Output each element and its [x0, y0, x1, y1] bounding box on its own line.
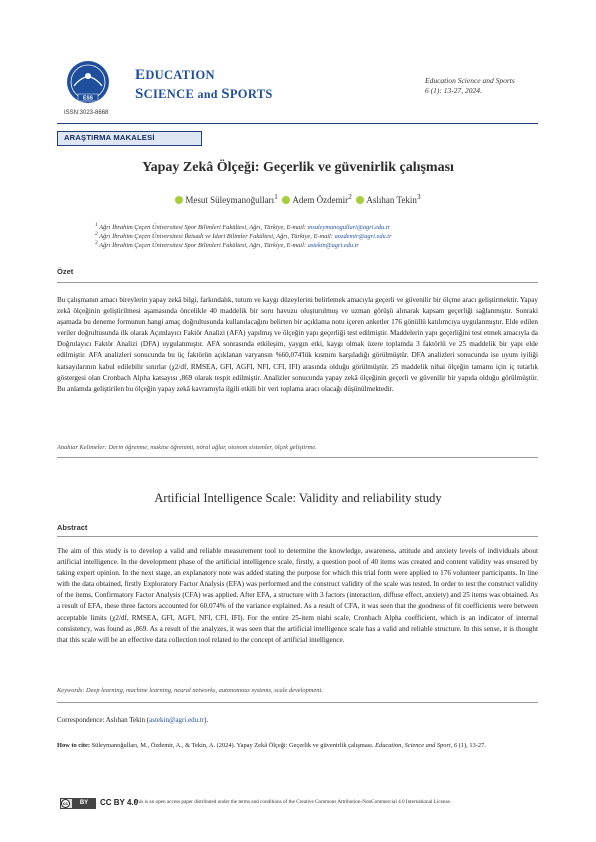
paper-title-tr: Yapay Zekâ Ölçeği: Geçerlik ve güvenirlik çalışması: [142, 160, 454, 175]
author[interactable]: Mesut Süleymanoğulları$^1$: [175, 195, 278, 205]
paper-title-en: Artificial Intelligence Scale: Validity and reliability study: [154, 491, 442, 505]
author[interactable]: Aslıhan Tekin$^3$: [356, 195, 420, 205]
journal-logo: [60, 58, 116, 108]
email-link[interactable]: msuleymanogullari@agri.edu.tr: [307, 224, 391, 232]
journal-name: EDUCATION SCIENCE and SPORTS: [135, 67, 273, 102]
abstract-text: The aim of this study is to develop a valid and reliable measurement tool to determine the knowledge, awareness, attitude and anxiety levels of individuals about artificial intelligence. In the development phase of the artificial intelligence scale, firstly, a question pool of 40 items was created and content validity was ensured by taking expert opinion. In the next stage, an explanatory note was added stating the purpose for which this trial form were applied to 176 volunteer participants. In line with the data obtained, firstly Exploratory Factor Analysis (EFA) was performed and the construct validity of the scale was tested. In order to test the construct validity of the items, Confirmatory Factor Analysis (CFA) was applied. After EFA, a structure with 3 factors (interaction, diffuse effect, anxiety) and 25 items was obtained. As a result of EFA, these three factors accounted for 60.074% of the variance explained. As a result of CFA, it was seen that the goodness of fit coefficients were between acceptable limits (χ2/df, RMSEA, GFI, AGFI, NFI, CFI, IFI). For the entire 25-item niahi scale, Cronbach Alpha coefficient, which is an indicator of internal consistency, was found as ,869. As a result of the analyzes, it was seen that the artificial intelligence scale has a valid and reliable structure. In this sense, it is thought that this scale will be an effective data collection tool related to the concept of artificial intelligence.: [57, 547, 538, 644]
journal-citation-info: Education Science and Sports 6 (1): 13-27, 2024.: [425, 76, 515, 95]
correspondence: Correspondence: Aslıhan Tekin (astekin@agri.edu.tr).: [57, 716, 209, 724]
divider: [57, 702, 538, 703]
logo-text: ESS: [82, 95, 94, 102]
ozet-heading: Özet: [57, 267, 74, 276]
email-link[interactable]: astekin@agri.edu.tr: [307, 242, 359, 250]
abstract-keywords: Keywords: Deep learning, machine learning, neural networks, autonomous systems, scale development.: [57, 687, 323, 694]
divider: [57, 282, 538, 283]
how-to-cite: How to cite: Süleymanoğulları, M., Özdemir, A., & Tekin, A. (2024). Yapay Zekâ Ölçeği: Geçerlik ve güvenirlik çalışması. Education, Science and Sport, 6 (1), 13-27.: [57, 742, 486, 749]
email-link[interactable]: aozdemir@agri.edu.tr: [334, 233, 392, 241]
ozet-text: Bu çalışmanın amacı bireylerin yapay zekâ bilgi, farkındalık, tutum ve kaygı düzeylerini belirlemek amacıyla geçerli ve güvenilir bir ölçme aracı geliştirmektir. Yapay zekâ ölçeğinin geliştirilmesi aşamasında öncelikle 40 maddelik bir soru havuzu oluşturulmuş ve uzman görüşü alınarak kapsam geçerliği sağlanmıştır. Sonraki aşamada bu deneme formunun hangi amaç doğrultusunda kullanılacağını belirten bir açıklama notu içeren anketler 176 gönüllü katılımcıya uygulanmıştır. Elde edilen veriler doğrultusunda ilk olarak Açımlayıcı Faktör Analizi (AFA) yapılmış ve ölçeğin yapı geçerliği test edilmiştir. Maddelerin yapı geçerliğini test etmek amacıyla da Doğrulayıcı Faktör Analizi (DFA) uygulanmıştır. AFA sonrasında etkileşim, yaygın etki, kaygı olmak üzere toplamda 3 faktörlü ve 25 maddelik bir yapı elde edilmiştir. AFA analizleri sonucunda bu üç faktörün açıklanan varyansın %60,074'lük kısmını karşıladığı görülmüştür. DFA analizleri sonucunda ise uyum iyiliği katsayılarının kabul edilebilir sınırlar (χ2/df, RMSEA, GFI, AGFI, NFI, CFI, IFI) arasında olduğu görülmüştür. 25 maddelik nihai ölçeğin tamamı için iç tutarlık göstergesi olan Cronbach Alpha katsayısı ,869 olarak tespit edilmiştir. Analizler sonucunda yapay zekâ ölçeğinin geçerli ve güvenilir bir yapıda olduğu görülmüştür. Bu anlamda geliştirilen bu ölçeğin yapay zekâ kavramıyla ilgili etkili bir veri toplama aracı olacağı düşünülmektedir.: [57, 296, 538, 393]
license-text: This is an open access paper distributed under the terms and conditions of the Creative Commons Attribution-NonCommercial 4.0 International License.: [134, 799, 452, 805]
divider: [57, 536, 538, 537]
email-link[interactable]: astekin@agri.edu.tr: [149, 716, 205, 724]
affiliation: $^3$ Ağrı İbrahim Çeçen Üniversitesi Spor Bilimleri Fakültesi, Ağrı, Türkiye, E-mail: astekin@agri.edu.tr: [95, 240, 359, 250]
affiliation: $^2$ Ağrı İbrahim Çeçen Üniversitesi İktisadi ve İdari Bilimler Fakültesi, Ağrı, Türkiye, E-mail: aozdemir@agri.edu.tr: [95, 231, 392, 241]
orcid-icon[interactable]: [356, 196, 364, 204]
ozet-keywords: Anahtar Kelimeler: Derin öğrenme, makine öğrenimi, nöral ağlar, otonom sistemler, ölçek geliştirme.: [57, 444, 317, 451]
cc-icon: cc: [62, 801, 68, 806]
author[interactable]: Adem Özdemir$^2$: [282, 195, 351, 205]
orcid-icon[interactable]: [175, 196, 183, 204]
by-icon: BY: [72, 798, 96, 809]
cc-license-label: CC BY 4.0: [100, 798, 139, 807]
issn: ISSN:3023-8668: [64, 110, 109, 116]
abstract-heading: Abstract: [57, 523, 88, 532]
affiliation: $^1$ Ağrı İbrahim Çeçen Üniversitesi Spor Bilimleri Fakültesi, Ağrı, Türkiye, E-mail: msuleymanogullari@agri.edu.tr: [95, 222, 391, 232]
orcid-icon[interactable]: [282, 196, 290, 204]
divider: [57, 457, 538, 458]
author-list: [0, 192, 596, 205]
header-divider: [57, 123, 538, 124]
article-type: ARAŞTIRMA MAKALESİ: [64, 133, 155, 142]
